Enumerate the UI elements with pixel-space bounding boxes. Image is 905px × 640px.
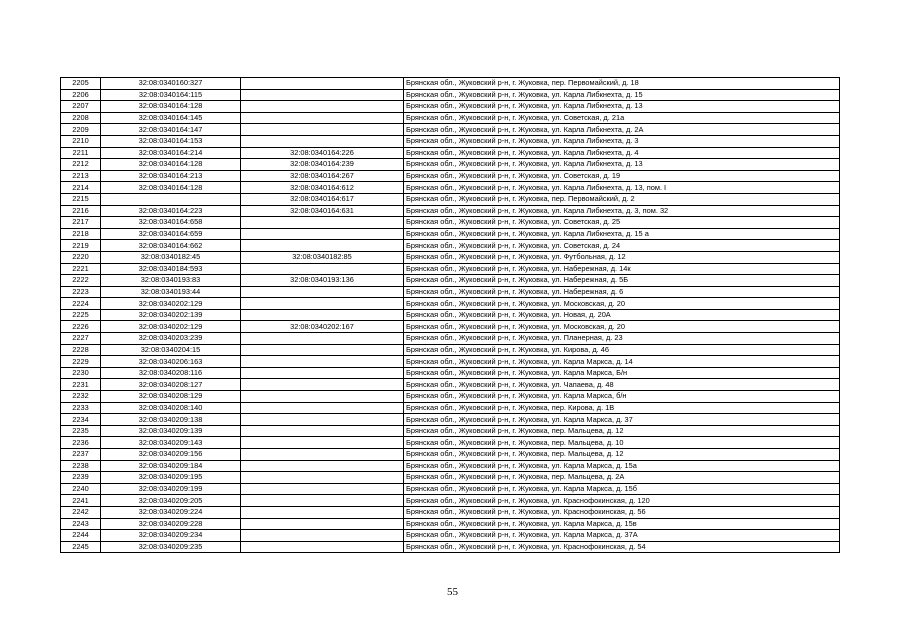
linked-cadastral-number-cell bbox=[241, 506, 404, 518]
row-number-cell: 2206 bbox=[61, 89, 101, 101]
linked-cadastral-number-cell: 32:08:0340164:239 bbox=[241, 159, 404, 171]
linked-cadastral-number-cell bbox=[241, 344, 404, 356]
cadastral-number-cell: 32:08:0340204:15 bbox=[101, 344, 241, 356]
address-cell: Брянская обл., Жуковский р-н, г. Жуковка, ул. Набережная, д. 6 bbox=[404, 286, 840, 298]
address-cell: Брянская обл., Жуковский р-н, г. Жуковка, ул. Кирова, д. 46 bbox=[404, 344, 840, 356]
cadastral-number-cell: 32:08:0340209:139 bbox=[101, 425, 241, 437]
linked-cadastral-number-cell bbox=[241, 379, 404, 391]
row-number-cell: 2209 bbox=[61, 124, 101, 136]
linked-cadastral-number-cell bbox=[241, 135, 404, 147]
linked-cadastral-number-cell: 32:08:0340164:226 bbox=[241, 147, 404, 159]
address-cell: Брянская обл., Жуковский р-н, г. Жуковка, ул. Карла Либкнехта, д. 4 bbox=[404, 147, 840, 159]
table-row bbox=[61, 309, 840, 321]
cadastral-number-cell: 32:08:0340208:140 bbox=[101, 402, 241, 414]
address-cell: Брянская обл., Жуковский р-н, г. Жуковка, ул. Карла Либкнехта, д. 3 bbox=[404, 135, 840, 147]
cadastral-number-cell: 32:08:0340209:224 bbox=[101, 506, 241, 518]
linked-cadastral-number-cell bbox=[241, 217, 404, 229]
row-number-cell: 2223 bbox=[61, 286, 101, 298]
row-number-cell: 2210 bbox=[61, 135, 101, 147]
row-number-cell: 2236 bbox=[61, 437, 101, 449]
address-cell: Брянская обл., Жуковский р-н, г. Жуковка, пер. Мальцева, д. 12 bbox=[404, 449, 840, 461]
row-number-cell: 2234 bbox=[61, 414, 101, 426]
row-number-cell: 2244 bbox=[61, 530, 101, 542]
linked-cadastral-number-cell bbox=[241, 78, 404, 90]
address-cell: Брянская обл., Жуковский р-н, г. Жуковка, пер. Первомайский, д. 18 bbox=[404, 78, 840, 90]
cadastral-number-cell: 32:08:0340209:143 bbox=[101, 437, 241, 449]
linked-cadastral-number-cell bbox=[241, 298, 404, 310]
address-cell: Брянская обл., Жуковский р-н, г. Жуковка, ул. Краснофокинская, д. 54 bbox=[404, 541, 840, 553]
cadastral-number-cell: 32:08:0340202:129 bbox=[101, 321, 241, 333]
cadastral-number-cell: 32:08:0340182:45 bbox=[101, 251, 241, 263]
address-cell: Брянская обл., Жуковский р-н, г. Жуковка, ул. Набережная, д. 5Б bbox=[404, 275, 840, 287]
row-number-cell: 2220 bbox=[61, 251, 101, 263]
address-cell: Брянская обл., Жуковский р-н, г. Жуковка, ул. Набережная, д. 14к bbox=[404, 263, 840, 275]
cadastral-number-cell bbox=[101, 193, 241, 205]
table-row bbox=[61, 298, 840, 310]
table-row bbox=[61, 333, 840, 345]
cadastral-number-cell: 32:08:0340209:228 bbox=[101, 518, 241, 530]
row-number-cell: 2227 bbox=[61, 333, 101, 345]
row-number-cell: 2224 bbox=[61, 298, 101, 310]
table-row bbox=[61, 530, 840, 542]
cadastral-number-cell: 32:08:0340206:163 bbox=[101, 356, 241, 368]
linked-cadastral-number-cell bbox=[241, 240, 404, 252]
table-row bbox=[61, 449, 840, 461]
cadastral-number-cell: 32:08:0340202:139 bbox=[101, 309, 241, 321]
address-cell: Брянская обл., Жуковский р-н, г. Жуковка, ул. Карла Либкнехта, д. 3, пом. 32 bbox=[404, 205, 840, 217]
linked-cadastral-number-cell bbox=[241, 309, 404, 321]
row-number-cell: 2235 bbox=[61, 425, 101, 437]
table-row bbox=[61, 541, 840, 553]
address-cell: Брянская обл., Жуковский р-н, г. Жуковка, ул. Планерная, д. 23 bbox=[404, 333, 840, 345]
cadastral-number-cell: 32:08:0340184:593 bbox=[101, 263, 241, 275]
address-cell: Брянская обл., Жуковский р-н, г. Жуковка, пер. Первомайский, д. 2 bbox=[404, 193, 840, 205]
row-number-cell: 2238 bbox=[61, 460, 101, 472]
row-number-cell: 2217 bbox=[61, 217, 101, 229]
row-number-cell: 2237 bbox=[61, 449, 101, 461]
row-number-cell: 2205 bbox=[61, 78, 101, 90]
row-number-cell: 2225 bbox=[61, 309, 101, 321]
row-number-cell: 2214 bbox=[61, 182, 101, 194]
table-row bbox=[61, 193, 840, 205]
row-number-cell: 2218 bbox=[61, 228, 101, 240]
address-cell: Брянская обл., Жуковский р-н, г. Жуковка, ул. Чапаева, д. 48 bbox=[404, 379, 840, 391]
linked-cadastral-number-cell: 32:08:0340164:267 bbox=[241, 170, 404, 182]
table-row bbox=[61, 251, 840, 263]
row-number-cell: 2243 bbox=[61, 518, 101, 530]
cadastral-number-cell: 32:08:0340209:195 bbox=[101, 472, 241, 484]
cadastral-number-cell: 32:08:0340209:199 bbox=[101, 483, 241, 495]
cadastral-number-cell: 32:08:0340164:115 bbox=[101, 89, 241, 101]
table-row bbox=[61, 321, 840, 333]
linked-cadastral-number-cell bbox=[241, 518, 404, 530]
linked-cadastral-number-cell: 32:08:0340164:617 bbox=[241, 193, 404, 205]
address-cell: Брянская обл., Жуковский р-н, г. Жуковка, пер. Мальцева, д. 12 bbox=[404, 425, 840, 437]
table-row bbox=[61, 344, 840, 356]
linked-cadastral-number-cell bbox=[241, 437, 404, 449]
linked-cadastral-number-cell bbox=[241, 263, 404, 275]
linked-cadastral-number-cell bbox=[241, 472, 404, 484]
linked-cadastral-number-cell bbox=[241, 333, 404, 345]
cadastral-number-cell: 32:08:0340209:205 bbox=[101, 495, 241, 507]
address-cell: Брянская обл., Жуковский р-н, г. Жуковка, ул. Карла Маркса, д. 14 bbox=[404, 356, 840, 368]
linked-cadastral-number-cell bbox=[241, 101, 404, 113]
linked-cadastral-number-cell bbox=[241, 89, 404, 101]
row-number-cell: 2226 bbox=[61, 321, 101, 333]
cadastral-number-cell: 32:08:0340193:44 bbox=[101, 286, 241, 298]
address-cell: Брянская обл., Жуковский р-н, г. Жуковка, ул. Советская, д. 24 bbox=[404, 240, 840, 252]
address-cell: Брянская обл., Жуковский р-н, г. Жуковка, ул. Карла Либкнехта, д. 15 а bbox=[404, 228, 840, 240]
table-row bbox=[61, 460, 840, 472]
table-row bbox=[61, 240, 840, 252]
cadastral-number-cell: 32:08:0340164:662 bbox=[101, 240, 241, 252]
cadastral-number-cell: 32:08:0340208:129 bbox=[101, 391, 241, 403]
linked-cadastral-number-cell: 32:08:0340182:85 bbox=[241, 251, 404, 263]
linked-cadastral-number-cell bbox=[241, 530, 404, 542]
row-number-cell: 2240 bbox=[61, 483, 101, 495]
table-row bbox=[61, 286, 840, 298]
address-cell: Брянская обл., Жуковский р-н, г. Жуковка, ул. Карла Маркса, д. 15б bbox=[404, 483, 840, 495]
linked-cadastral-number-cell bbox=[241, 460, 404, 472]
row-number-cell: 2208 bbox=[61, 112, 101, 124]
row-number-cell: 2216 bbox=[61, 205, 101, 217]
table-row bbox=[61, 228, 840, 240]
linked-cadastral-number-cell: 32:08:0340193:136 bbox=[241, 275, 404, 287]
row-number-cell: 2219 bbox=[61, 240, 101, 252]
linked-cadastral-number-cell: 32:08:0340202:167 bbox=[241, 321, 404, 333]
cadastral-number-cell: 32:08:0340209:235 bbox=[101, 541, 241, 553]
linked-cadastral-number-cell bbox=[241, 402, 404, 414]
address-cell: Брянская обл., Жуковский р-н, г. Жуковка, пер. Кирова, д. 1В bbox=[404, 402, 840, 414]
row-number-cell: 2229 bbox=[61, 356, 101, 368]
cadastral-table-body bbox=[61, 78, 840, 553]
address-cell: Брянская обл., Жуковский р-н, г. Жуковка, ул. Карла Маркса, Б/н bbox=[404, 367, 840, 379]
cadastral-number-cell: 32:08:0340164:658 bbox=[101, 217, 241, 229]
address-cell: Брянская обл., Жуковский р-н, г. Жуковка, ул. Новая, д. 20А bbox=[404, 309, 840, 321]
table-row bbox=[61, 379, 840, 391]
address-cell: Брянская обл., Жуковский р-н, г. Жуковка, ул. Краснофокинская, д. 120 bbox=[404, 495, 840, 507]
row-number-cell: 2221 bbox=[61, 263, 101, 275]
linked-cadastral-number-cell bbox=[241, 495, 404, 507]
linked-cadastral-number-cell bbox=[241, 391, 404, 403]
table-row bbox=[61, 263, 840, 275]
cadastral-number-cell: 32:08:0340164:145 bbox=[101, 112, 241, 124]
address-cell: Брянская обл., Жуковский р-н, г. Жуковка, ул. Карла Либкнехта, д. 2А bbox=[404, 124, 840, 136]
table-row bbox=[61, 437, 840, 449]
table-row bbox=[61, 367, 840, 379]
cadastral-number-cell: 32:08:0340202:129 bbox=[101, 298, 241, 310]
table-row bbox=[61, 356, 840, 368]
address-cell: Брянская обл., Жуковский р-н, г. Жуковка, ул. Карла Маркса, д. 15а bbox=[404, 460, 840, 472]
table-row bbox=[61, 275, 840, 287]
address-cell: Брянская обл., Жуковский р-н, г. Жуковка, пер. Мальцева, д. 10 bbox=[404, 437, 840, 449]
table-row bbox=[61, 89, 840, 101]
table-row bbox=[61, 147, 840, 159]
linked-cadastral-number-cell bbox=[241, 483, 404, 495]
table-row bbox=[61, 205, 840, 217]
table-row bbox=[61, 425, 840, 437]
row-number-cell: 2241 bbox=[61, 495, 101, 507]
table-row bbox=[61, 217, 840, 229]
cadastral-number-cell: 32:08:0340208:116 bbox=[101, 367, 241, 379]
table-row bbox=[61, 135, 840, 147]
address-cell: Брянская обл., Жуковский р-н, г. Жуковка, ул. Карла Маркса, б/н bbox=[404, 391, 840, 403]
address-cell: Брянская обл., Жуковский р-н, г. Жуковка, ул. Советская, д. 21а bbox=[404, 112, 840, 124]
cadastral-number-cell: 32:08:0340164:214 bbox=[101, 147, 241, 159]
table-row bbox=[61, 472, 840, 484]
cadastral-number-cell: 32:08:0340164:128 bbox=[101, 182, 241, 194]
cadastral-number-cell: 32:08:0340203:239 bbox=[101, 333, 241, 345]
table-row bbox=[61, 518, 840, 530]
address-cell: Брянская обл., Жуковский р-н, г. Жуковка, ул. Краснофокинская, д. 56 bbox=[404, 506, 840, 518]
row-number-cell: 2233 bbox=[61, 402, 101, 414]
row-number-cell: 2213 bbox=[61, 170, 101, 182]
cadastral-number-cell: 32:08:0340164:147 bbox=[101, 124, 241, 136]
page-number: 55 bbox=[447, 586, 458, 598]
table-row bbox=[61, 112, 840, 124]
table-row bbox=[61, 170, 840, 182]
linked-cadastral-number-cell bbox=[241, 286, 404, 298]
cadastral-number-cell: 32:08:0340164:659 bbox=[101, 228, 241, 240]
row-number-cell: 2215 bbox=[61, 193, 101, 205]
table-row bbox=[61, 159, 840, 171]
cadastral-number-cell: 32:08:0340164:223 bbox=[101, 205, 241, 217]
cadastral-number-cell: 32:08:0340164:153 bbox=[101, 135, 241, 147]
row-number-cell: 2245 bbox=[61, 541, 101, 553]
table-row bbox=[61, 124, 840, 136]
table-row bbox=[61, 483, 840, 495]
cadastral-number-cell: 32:08:0340160:327 bbox=[101, 78, 241, 90]
table-row bbox=[61, 182, 840, 194]
linked-cadastral-number-cell bbox=[241, 228, 404, 240]
address-cell: Брянская обл., Жуковский р-н, г. Жуковка, ул. Московская, д. 20 bbox=[404, 298, 840, 310]
row-number-cell: 2231 bbox=[61, 379, 101, 391]
linked-cadastral-number-cell bbox=[241, 356, 404, 368]
address-cell: Брянская обл., Жуковский р-н, г. Жуковка, ул. Карла Либкнехта, д. 13, пом. I bbox=[404, 182, 840, 194]
row-number-cell: 2211 bbox=[61, 147, 101, 159]
table-row bbox=[61, 506, 840, 518]
cadastral-number-cell: 32:08:0340193:83 bbox=[101, 275, 241, 287]
linked-cadastral-number-cell bbox=[241, 414, 404, 426]
address-cell: Брянская обл., Жуковский р-н, г. Жуковка, ул. Футбольная, д. 12 bbox=[404, 251, 840, 263]
row-number-cell: 2239 bbox=[61, 472, 101, 484]
table-row bbox=[61, 414, 840, 426]
address-cell: Брянская обл., Жуковский р-н, г. Жуковка, ул. Карла Маркса, д. 15в bbox=[404, 518, 840, 530]
address-cell: Брянская обл., Жуковский р-н, г. Жуковка, ул. Московская, д. 20 bbox=[404, 321, 840, 333]
address-cell: Брянская обл., Жуковский р-н, г. Жуковка, пер. Мальцева, д. 2А bbox=[404, 472, 840, 484]
row-number-cell: 2230 bbox=[61, 367, 101, 379]
cadastral-number-cell: 32:08:0340209:156 bbox=[101, 449, 241, 461]
linked-cadastral-number-cell bbox=[241, 541, 404, 553]
row-number-cell: 2228 bbox=[61, 344, 101, 356]
linked-cadastral-number-cell: 32:08:0340164:631 bbox=[241, 205, 404, 217]
address-cell: Брянская обл., Жуковский р-н, г. Жуковка, ул. Карла Либкнехта, д. 13 bbox=[404, 101, 840, 113]
table-row bbox=[61, 495, 840, 507]
linked-cadastral-number-cell bbox=[241, 112, 404, 124]
address-cell: Брянская обл., Жуковский р-н, г. Жуковка, ул. Карла Маркса, д. 37 bbox=[404, 414, 840, 426]
linked-cadastral-number-cell bbox=[241, 124, 404, 136]
table-row bbox=[61, 101, 840, 113]
cadastral-number-cell: 32:08:0340209:138 bbox=[101, 414, 241, 426]
row-number-cell: 2222 bbox=[61, 275, 101, 287]
row-number-cell: 2212 bbox=[61, 159, 101, 171]
cadastral-number-cell: 32:08:0340164:213 bbox=[101, 170, 241, 182]
address-cell: Брянская обл., Жуковский р-н, г. Жуковка, ул. Карла Либкнехта, д. 13 bbox=[404, 159, 840, 171]
table-row bbox=[61, 402, 840, 414]
address-cell: Брянская обл., Жуковский р-н, г. Жуковка, ул. Карла Либкнехта, д. 15 bbox=[404, 89, 840, 101]
address-cell: Брянская обл., Жуковский р-н, г. Жуковка, ул. Советская, д. 19 bbox=[404, 170, 840, 182]
address-cell: Брянская обл., Жуковский р-н, г. Жуковка, ул. Карла Маркса, д. 37А bbox=[404, 530, 840, 542]
cadastral-number-cell: 32:08:0340209:184 bbox=[101, 460, 241, 472]
row-number-cell: 2207 bbox=[61, 101, 101, 113]
table-row bbox=[61, 78, 840, 90]
cadastral-number-cell: 32:08:0340164:128 bbox=[101, 159, 241, 171]
cadastral-number-cell: 32:08:0340208:127 bbox=[101, 379, 241, 391]
cadastral-table bbox=[60, 77, 840, 553]
cadastral-number-cell: 32:08:0340164:128 bbox=[101, 101, 241, 113]
linked-cadastral-number-cell bbox=[241, 449, 404, 461]
table-row bbox=[61, 391, 840, 403]
cadastral-number-cell: 32:08:0340209:234 bbox=[101, 530, 241, 542]
linked-cadastral-number-cell bbox=[241, 367, 404, 379]
row-number-cell: 2232 bbox=[61, 391, 101, 403]
linked-cadastral-number-cell: 32:08:0340164:612 bbox=[241, 182, 404, 194]
address-cell: Брянская обл., Жуковский р-н, г. Жуковка, ул. Советская, д. 25 bbox=[404, 217, 840, 229]
row-number-cell: 2242 bbox=[61, 506, 101, 518]
linked-cadastral-number-cell bbox=[241, 425, 404, 437]
